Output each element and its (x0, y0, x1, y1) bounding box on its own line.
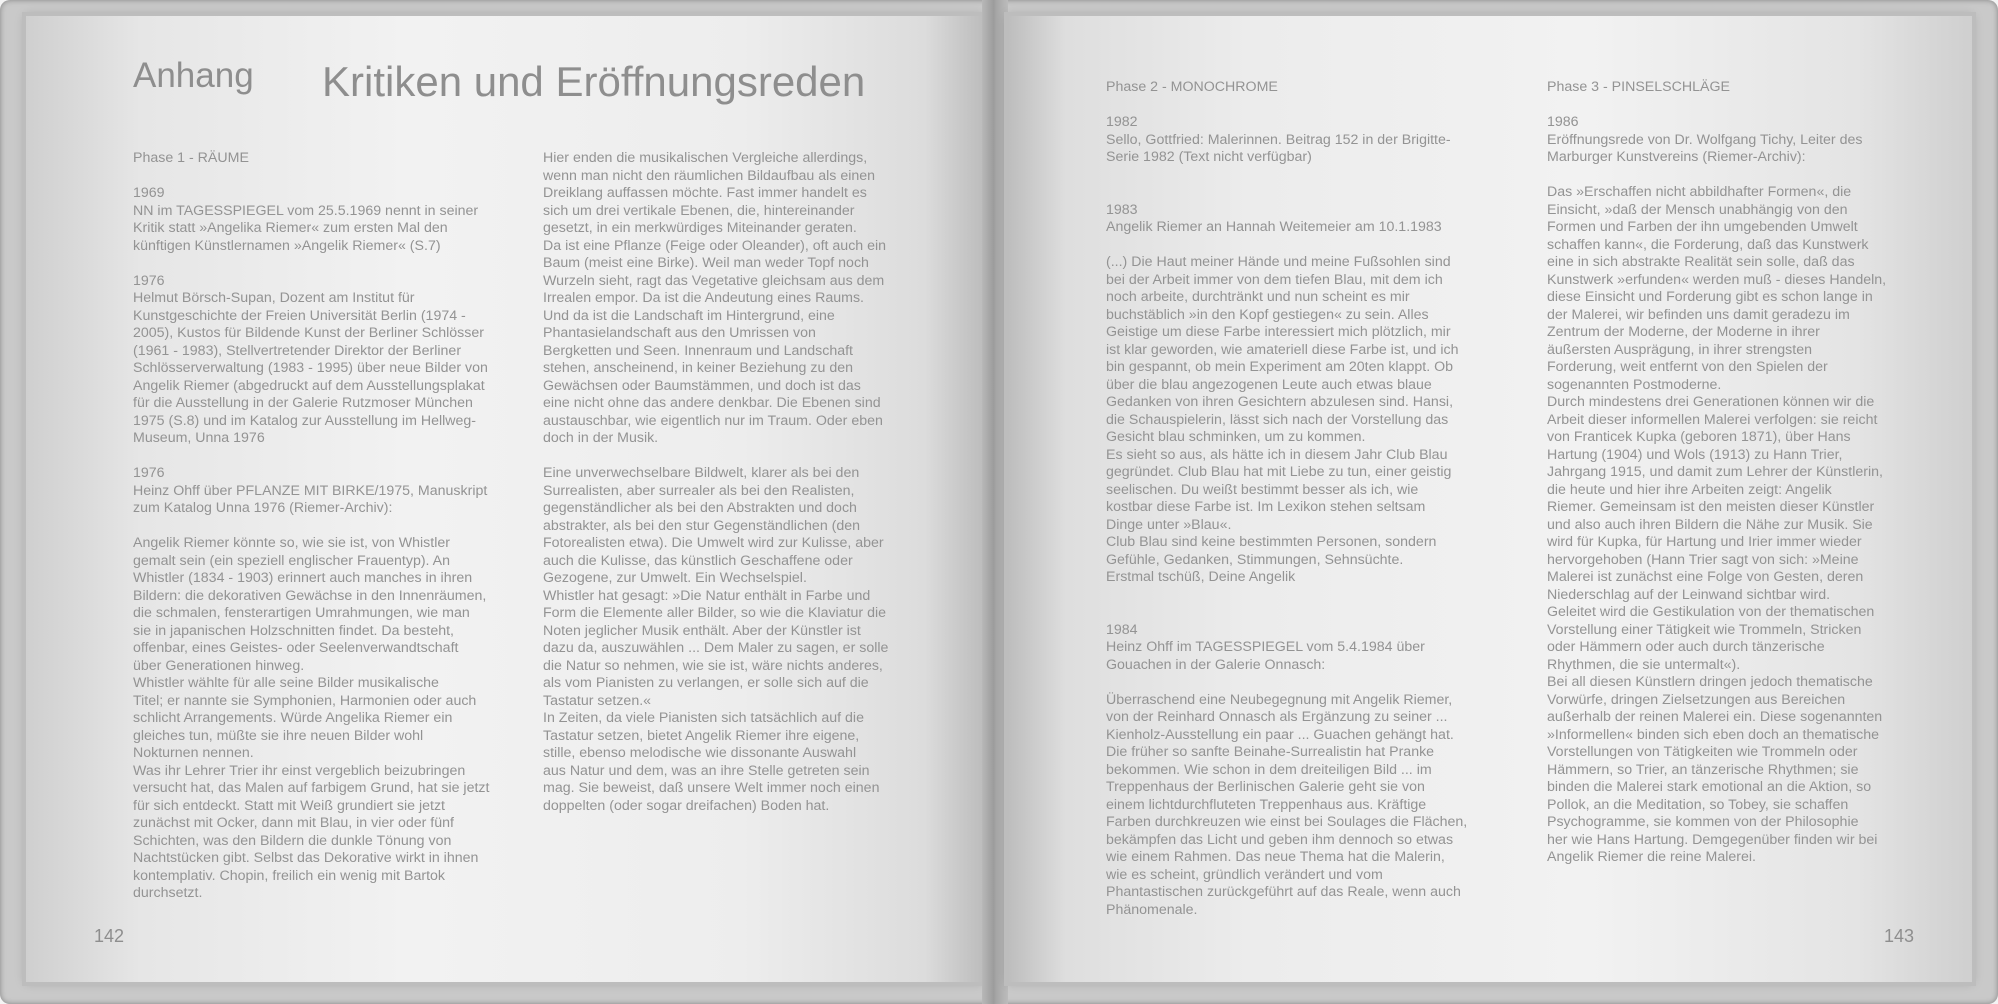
text-line: Psychogramme, sie kommen von der Philosophie (1547, 814, 1859, 830)
text-line: Nokturnen nennen. (133, 745, 254, 761)
text-line: 1983 (1106, 201, 1138, 218)
text-line: Noten jeglicher Musik enthält. Aber der Künstler ist (543, 622, 861, 639)
text-line: Geistige um diese Farbe interessiert mich plötzlich, mir (1106, 324, 1451, 340)
text-line: gesetzt, in ein merkwürdiges Miteinander geraten. (543, 220, 857, 236)
text-line: und also auch ihren Bildern die Nähe zur Musik. Sie (1547, 516, 1873, 533)
text-line (1547, 167, 1912, 185)
text-line: außerhalb der reinen Malerei ein. Diese sogenannten (1547, 709, 1883, 725)
text-line: die Natur so nehmen, wie sie ist, wäre nichts anderes, (543, 657, 883, 674)
text-line: gemalt sein (ein speziell englischer Frauentyp). An (133, 552, 451, 569)
text-line: doppelten (oder sogar dreifachen) Boden hat. (543, 797, 830, 814)
text-line: versucht hat, das Malen auf farbigem Grund, hat sie jetzt (133, 780, 490, 796)
text-line (133, 255, 518, 273)
text-line: Erstmal tschüß, Deine Angelik (1106, 569, 1296, 585)
text-line: Tastatur setzen.« (543, 692, 652, 709)
text-line: Vorstellung einer Tätigkeit wie Trommeln, Stricken (1547, 621, 1862, 638)
text-line: Heinz Ohff im TAGESSPIEGEL vom 5.4.1984 über (1106, 639, 1425, 655)
text-line: noch arbeite, durchtränkt und nun scheint es mir (1106, 289, 1410, 305)
text-line: durchsetzt. (133, 885, 203, 901)
text-line: eine nicht ohne das andere denkbar. Die Ebenen sind (543, 395, 881, 411)
text-line: Angelik Riemer an Hannah Weitemeier am 10.1.1983 (1106, 219, 1442, 235)
text-line (1106, 237, 1483, 255)
text-line: Irrealen empor. Da ist die Andeutung eines Raums. (543, 290, 864, 306)
section-label: Anhang (133, 56, 254, 95)
text-line: Da ist eine Pflanze (Feige oder Oleander), oft auch ein (543, 237, 887, 254)
text-line: Museum, Unna 1976 (133, 430, 265, 446)
text-line (133, 518, 518, 536)
text-line: sie in japanischen Holzschnitten findet. Da besteht, (133, 622, 454, 639)
text-line: Überraschend eine Neubegegnung mit Angelik Riemer, (1106, 691, 1453, 708)
text-line: seelischen. Du weißt bestimmt besser als ich, wie (1106, 481, 1419, 498)
text-line: Eine unverwechselbare Bildwelt, klarer als bei den (543, 465, 860, 481)
text-line: Hier enden die musikalischen Vergleiche allerdings, (543, 150, 868, 166)
text-line: (1961 - 1983), Stellvertretender Direktor der Berliner (133, 342, 462, 359)
text-line: Bei all diesen Künstlern dringen jedoch thematische (1547, 674, 1873, 690)
text-line: Gewächsen oder Baumstämmen, und doch ist das (543, 377, 861, 394)
text-line: Dinge unter »Blau«. (1106, 516, 1232, 533)
text-line: Heinz Ohff über PFLANZE MIT BIRKE/1975, Manuskript (133, 482, 488, 499)
text-line: mag. Sie beweist, daß unsere Welt immer noch einen (543, 780, 880, 796)
text-line: doch in der Musik. (543, 430, 659, 446)
text-line: von der Reinhard Onnasch als Ergänzung zu seiner ... (1106, 709, 1448, 725)
text-line: schlicht Arrangements. Würde Angelika Riemer ein (133, 710, 453, 726)
text-line: zunächst mit Ocker, dann mit Blau, in vier oder fünf (133, 815, 454, 831)
text-line: Vorwürfe, dringen Zielsetzungen aus Bereichen (1547, 691, 1846, 708)
text-line: über die blau angezogenen Leute auch etwas blaue (1106, 376, 1432, 393)
text-line: Form die Elemente aller Bilder, so wie die Klaviatur die (543, 605, 887, 621)
text-line: In Zeiten, da viele Pianisten sich tatsächlich auf die (543, 710, 864, 726)
text-line: Rhythmen, die sie untermalt«). (1547, 656, 1741, 673)
text-line: hervorgehoben (Hann Trier sagt von sich: »Meine (1547, 551, 1859, 568)
text-line: Jahrgang 1915, und damit zum Lehrer der Künstlerin, (1547, 464, 1883, 480)
text-line: 1984 (1106, 621, 1138, 638)
text-line: Malerei ist zunächst eine Folge von Gesten, deren (1547, 569, 1864, 585)
text-line: aus Natur und dem, was an ihre Stelle getreten sein (543, 762, 870, 779)
text-line: Farben durchkreuzen wie einst bei Soulages die Flächen, (1106, 814, 1468, 830)
text-line: Tastatur setzen, bietet Angelik Riemer ihre eigene, (543, 727, 860, 744)
text-line (1106, 97, 1483, 115)
text-line: Serie 1982 (Text nicht verfügbar) (1106, 149, 1312, 165)
text-line: Das »Erschaffen nicht abbildhafter Formen«, die (1547, 184, 1852, 200)
text-line: Phantasielandschaft aus den Umrissen von (543, 325, 816, 341)
page-title: Kritiken und Eröffnungsreden (322, 58, 866, 105)
text-line: austauschbar, wie eigentlich nur im Traum. Oder eben (543, 412, 883, 429)
text-line: Arbeit dieser informellen Malerei verfolgen: sie reicht (1547, 411, 1878, 428)
text-line: gegründet. Club Blau hat mit Liebe zu tun, einer geistig (1106, 464, 1452, 480)
text-line: Zentrum der Moderne, der Moderne in ihrer (1547, 324, 1820, 340)
text-line: die Schauspielerin, lässt sich nach der Vorstellung das (1106, 411, 1449, 428)
text-line: äußersten Ausprägung, in ihrer strengsten (1547, 341, 1812, 358)
text-line: her wie Hans Hartung. Demgegenüber finden wir bei (1547, 831, 1878, 848)
text-line: gleiches tun, müßte sie ihre neuen Bilder wohl (133, 727, 424, 744)
text-line: »Informellen« binden sich eben doch an thematische (1547, 726, 1880, 743)
text-line: kontemplativ. Chopin, freilich ein wenig mit Bartok (133, 867, 445, 884)
text-line: Vorstellungen von Tätigkeiten wie Trommeln oder (1547, 744, 1858, 760)
text-line: künftigen Künstlernamen »Angelik Riemer« (S.7) (133, 237, 441, 254)
text-line: die schmalen, fensterartigen Umrahmungen, wie man (133, 605, 470, 621)
text-line: Whistler hat gesagt: »Die Natur enthält in Farbe und (543, 587, 871, 604)
text-line: Bergketten und Seen. Innenraum und Landschaft (543, 342, 853, 359)
text-line: Was ihr Lehrer Trier ihr einst vergeblich beizubringen (133, 762, 466, 779)
text-line: Und da ist die Landschaft im Hintergrund, eine (543, 307, 835, 324)
text-line: Marburger Kunstvereins (Riemer-Archiv): (1547, 149, 1806, 165)
text-line: Einsicht, »daß der Mensch unabhängig von den (1547, 201, 1848, 218)
text-line: Surrealisten, aber surrealer als bei den Realisten, (543, 482, 855, 499)
text-line: bei der Arbeit immer von dem tiefen Blau, mit dem ich (1106, 271, 1443, 288)
text-line: Fotorealisten etwa). Die Umwelt wird zur Kulisse, aber (543, 535, 884, 551)
text-line: zum Katalog Unna 1976 (Riemer-Archiv): (133, 500, 393, 516)
text-line: Kienholz-Ausstellung ein paar ... Guachen gehängt hat. (1106, 726, 1454, 743)
text-line: Treppenhaus der Berlinischen Galerie geht sie von (1106, 779, 1425, 795)
text-line (1547, 97, 1912, 115)
text-line: kostbar diese Farbe ist. Im Lexikon stehen seltsam (1106, 499, 1426, 515)
text-line: Sello, Gottfried: Malerinnen. Beitrag 152 in der Brigitte- (1106, 131, 1451, 148)
text-line: buchstäblich »in den Kopf gestiegen« zu sein. Alles (1106, 306, 1429, 323)
text-line: dazu da, auszuwählen ... Dem Maler zu sagen, er solle (543, 640, 889, 656)
text-line: ist klar geworden, wie amateriell diese Farbe ist, und ich (1106, 341, 1459, 358)
text-line: Gezogene, zur Umwelt. Ein Wechselspiel. (543, 570, 807, 586)
text-line: sogenannten Postmoderne. (1547, 376, 1722, 393)
text-line: 2005), Kustos für Bildende Kunst der Berliner Schlösser (133, 325, 484, 341)
text-line: wie es scheint, gründlich verändert und vom (1106, 866, 1383, 883)
text-line: Niederschlag auf der Leinwand sichtbar wird. (1547, 586, 1831, 603)
text-line: wenn man nicht den räumlichen Bildaufbau als einen (543, 167, 876, 184)
text-line: Gefühle, Gedanken, Stimmungen, Sehnsüchte. (1106, 551, 1404, 568)
text-line: sich um drei vertikale Ebenen, die, hintereinander (543, 202, 855, 219)
text-line: Schichten, was den Bildern die dunkle Tönung von (133, 832, 452, 849)
text-line (133, 168, 518, 186)
text-line: stehen, anscheinend, in keiner Beziehung zu den (543, 360, 853, 376)
text-line: Formen und Farben der ihn umgebenden Umwelt (1547, 219, 1858, 235)
text-line: Es sieht so aus, als hätte ich in diesem Jahr Club Blau (1106, 446, 1448, 463)
right-column-2 (1547, 79, 1912, 867)
text-line: Hämmern, so Trier, an tänzerische Rhythmen; sie (1547, 761, 1859, 778)
text-line: stille, ebenso melodische wie dissonante Auswahl (543, 745, 857, 761)
text-line: Dreiklang auffassen möchte. Fast immer handelt es (543, 185, 867, 201)
text-line: Phänomenale. (1106, 901, 1198, 918)
text-line: Die früher so sanfte Beinahe-Surrealistin hat Pranke (1106, 744, 1435, 760)
text-line: abstrakter, als bei den stur Gegenständlichen (den (543, 517, 861, 534)
text-line: Durch mindestens drei Generationen können wir die (1547, 394, 1875, 410)
text-line: schaffen kann«, die Forderung, daß das Kunstwerk (1547, 236, 1869, 253)
text-line: Nachtstücken gibt. Selbst das Dekorative wirkt in ihnen (133, 850, 479, 866)
text-line: Whistler (1834 - 1903) erinnert auch manches in ihren (133, 570, 473, 586)
right-column-1 (1106, 79, 1483, 919)
text-line: (...) Die Haut meiner Hände und meine Fußsohlen sind (1106, 254, 1451, 270)
text-line: binden die Malerei stark emotional an die Aktion, so (1547, 779, 1872, 795)
text-line: Angelik Riemer (abgedruckt auf dem Ausstellungsplakat (133, 377, 485, 394)
text-line: bin gespannt, ob mein Experiment am 20ten klappt. Ob (1106, 359, 1454, 375)
text-line: bekämpfen das Licht und geben ihm dennoch so etwas (1106, 831, 1454, 848)
text-line: Eröffnungsrede von Dr. Wolfgang Tichy, Leiter des (1547, 131, 1863, 148)
text-line: Kunstgeschichte der Freien Universität Berlin (1974 - (133, 307, 466, 324)
text-line: wird für Kupka, für Hartung und Irier immer wieder (1547, 534, 1862, 550)
text-line: 1976 (133, 272, 165, 289)
text-line: Helmut Börsch-Supan, Dozent am Institut für (133, 290, 415, 306)
text-line: Pollok, an die Meditation, so Tobey, sie schaffen (1547, 796, 1849, 813)
text-line: eine in sich abstrakte Realität sein solle, daß das (1547, 254, 1855, 270)
text-line (1106, 587, 1483, 605)
page-number-left: 142 (94, 926, 125, 946)
text-line: bekommen. Wie schon in dem dreiteiligen Bild ... im (1106, 761, 1432, 778)
text-line: der Malerei, wir befinden uns damit geradezu im (1547, 306, 1850, 323)
text-line: 1982 (1106, 114, 1138, 130)
text-line: diese Einsicht und Forderung gibt es schon lange in (1547, 289, 1873, 305)
text-line: Angelik Riemer könnte so, wie sie ist, von Whistler (133, 535, 450, 551)
text-line (543, 448, 916, 466)
text-line: für die Ausstellung in der Galerie Rutzmoser München (133, 395, 473, 411)
text-line: über Generationen hinweg. (133, 657, 305, 674)
text-line (1106, 167, 1483, 185)
text-line: 1976 (133, 465, 165, 481)
page-number-right: 143 (1884, 926, 1915, 946)
text-line: Schlösserverwaltung (1983 - 1995) über neue Bilder von (133, 360, 488, 376)
text-line: Wurzeln sieht, ragt das Vegetative gleichsam aus dem (543, 272, 885, 289)
text-line: auch die Kulisse, das künstlich Geschaffene oder (543, 552, 853, 569)
text-line: von Franticek Kupka (geboren 1871), über Hans (1547, 429, 1851, 445)
book-spine (982, 0, 1008, 1004)
text-line: für sich entdeckt. Statt mit Weiß grundiert sie jetzt (133, 797, 445, 814)
text-line: Hartung (1904) und Wols (1913) zu Hann Trier, (1547, 446, 1843, 463)
text-line: offenbar, eines Geistes- oder Seelenverwandtschaft (133, 640, 459, 656)
text-line: als vom Pianisten zu verlangen, er solle sich auf die (543, 675, 869, 691)
text-line: NN im TAGESSPIEGEL vom 25.5.1969 nennt in seiner (133, 202, 479, 219)
text-line: Kunstwerk »erfunden« werden muß - dieses Handeln, (1547, 271, 1887, 288)
text-line: Gesicht blau schminken, um zu kommen. (1106, 429, 1366, 445)
text-line: Baum (meist eine Birke). Weil man weder Topf noch (543, 255, 869, 271)
text-line: gegenständlicher als bei den Abstrakten und doch (543, 500, 857, 516)
text-line: Phantastischen zurückgeführt auf das Reale, wenn auch (1106, 884, 1461, 900)
left-column-1 (133, 150, 518, 903)
left-column-2 (543, 150, 916, 815)
text-line: Club Blau sind keine bestimmten Personen, sondern (1106, 534, 1437, 550)
text-line: Kritik statt »Angelika Riemer« zum ersten Mal den (133, 220, 448, 236)
text-line: Titel; er nannte sie Symphonien, Harmonien oder auch (133, 692, 477, 709)
text-line: Forderung, weit entfernt von den Spielen der (1547, 359, 1828, 375)
text-line: Gedanken von ihren Gesichtern abzulesen sind. Hansi, (1106, 394, 1454, 410)
text-line: einem lichtdurchfluteten Treppenhaus aus. Kräftige (1106, 796, 1427, 813)
text-line: Geleitet wird die Gestikulation von der thematischen (1547, 604, 1875, 620)
text-line: Phase 3 - PINSELSCHLÄGE (1547, 79, 1730, 95)
text-line: oder Hämmern oder auch durch tänzerische (1547, 639, 1825, 655)
text-line (1106, 604, 1483, 622)
text-line: Riemer. Gemeinsam ist den meisten dieser Künstler (1547, 499, 1875, 515)
text-line: Angelik Riemer die reine Malerei. (1547, 849, 1756, 865)
text-line (1106, 674, 1483, 692)
text-line: die heute und hier ihre Arbeiten zeigt: Angelik (1547, 481, 1832, 498)
text-line: Phase 2 - MONOCHROME (1106, 79, 1278, 95)
text-line: Phase 1 - RÄUME (133, 150, 249, 166)
text-line (1106, 184, 1483, 202)
text-line: 1986 (1547, 114, 1579, 130)
text-line: wie einem Rahmen. Das neue Thema hat die Malerin, (1106, 849, 1445, 865)
text-line: 1975 (S.8) und im Katalog zur Ausstellung im Hellweg- (133, 412, 477, 429)
text-line: Whistler wählte für alle seine Bilder musikalische (133, 675, 439, 691)
text-line: 1969 (133, 185, 165, 201)
text-line: Gouachen in der Galerie Onnasch: (1106, 656, 1326, 673)
text-line (133, 448, 518, 466)
text-line: Bildern: die dekorativen Gewächse in den Innenräumen, (133, 587, 487, 604)
